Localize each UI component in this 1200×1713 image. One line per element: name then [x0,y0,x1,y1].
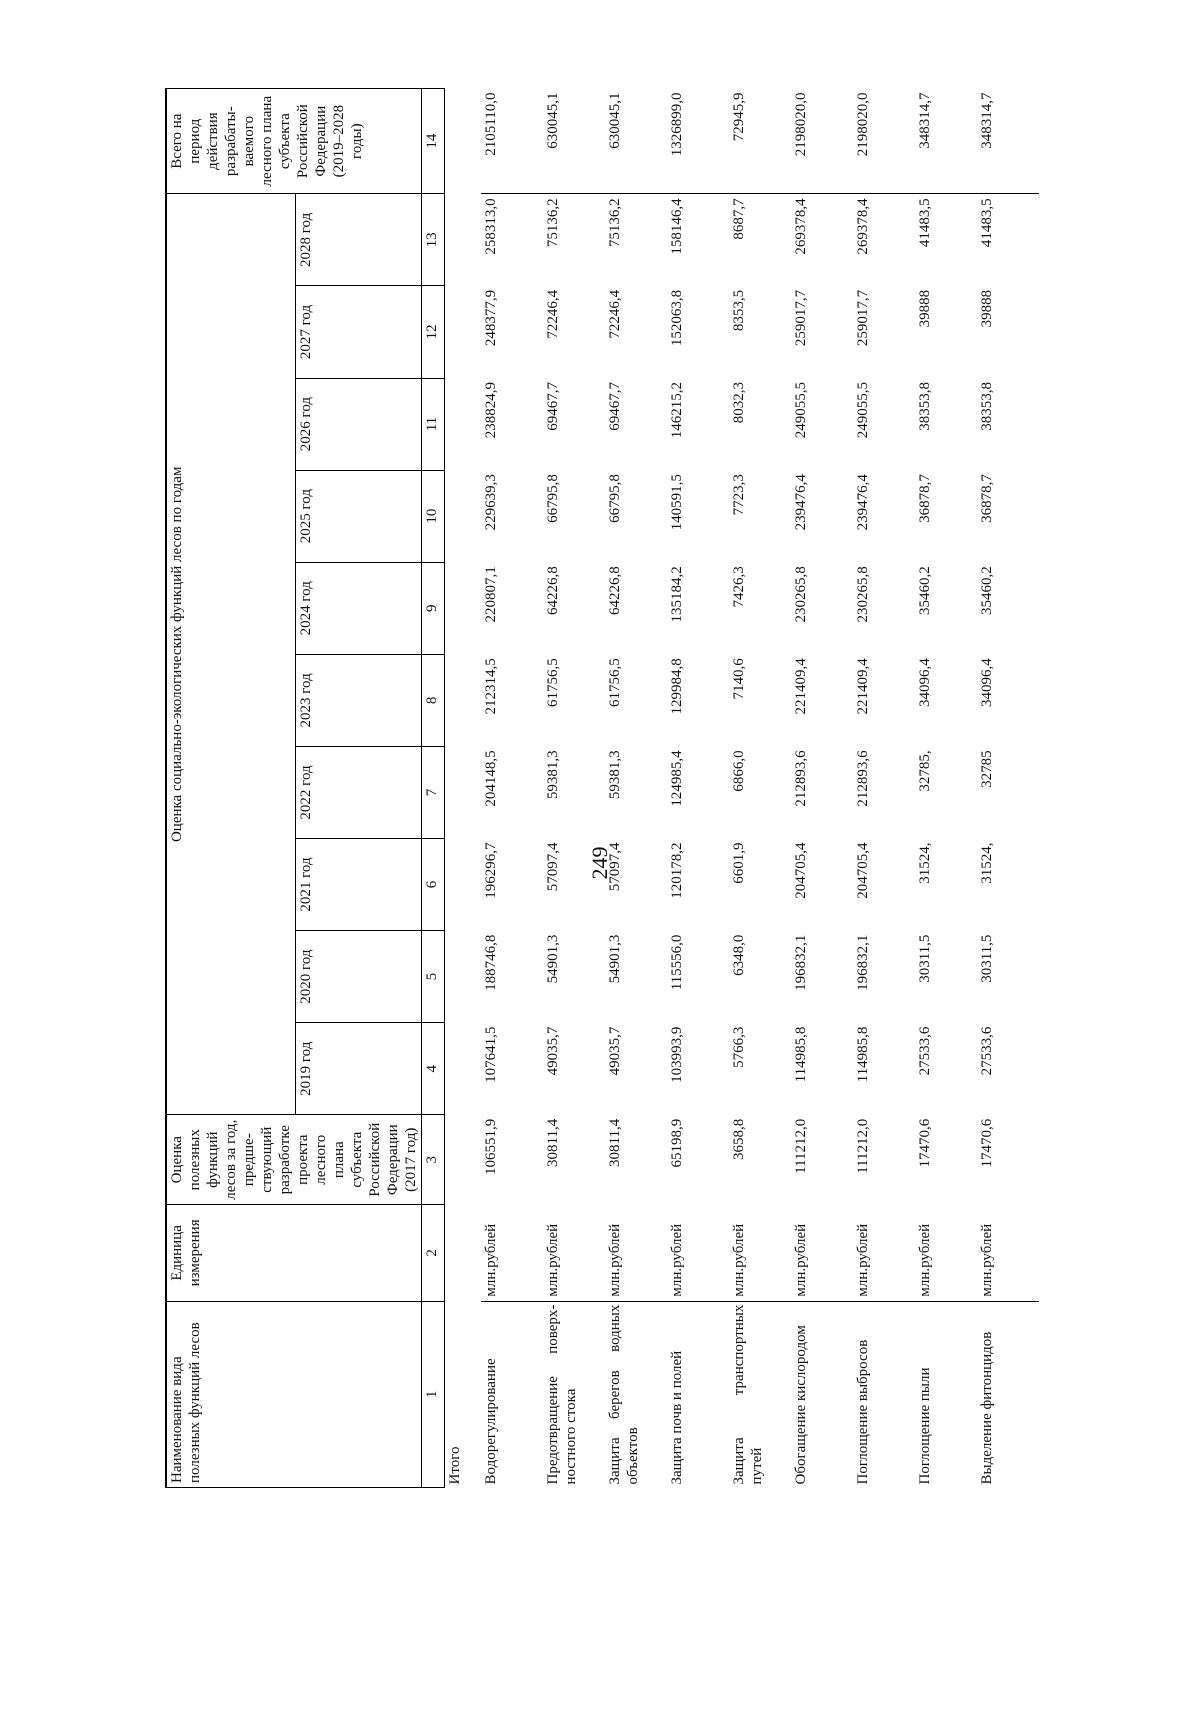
row-value: 249055,5 [855,382,871,439]
row-value: 75136,2 [607,198,623,248]
row-value: 115556,0 [669,934,685,991]
row-value: 3658,8 [731,1118,747,1161]
rotated-table-container [165,88,1045,1488]
column-number: 4 [422,1023,445,1115]
row-value: 114985,8 [855,1026,871,1083]
row-value: 36878,7 [917,474,933,523]
row-value: 57097,4 [545,842,561,892]
row-value: 114985,8 [793,1026,809,1083]
column-number: 12 [422,286,445,378]
header-year: 2022 год [295,746,421,838]
column-number: 7 [422,746,445,838]
row-value: 212314,5 [483,658,499,715]
row-value: 7140,6 [731,658,747,700]
row-value: 204705,4 [855,842,871,899]
column-number: 10 [422,470,445,562]
header-year: 2027 год [295,286,421,378]
row-value: 152063,8 [669,289,685,347]
row-value: 269378,4 [855,198,871,255]
row-name: Выделение фитонцидов [977,1301,1039,1487]
column-number: 9 [422,562,445,654]
column-number: 3 [422,1115,445,1205]
row-value: 8687,7 [731,198,747,240]
row-value: 35460,2 [979,566,995,615]
row-value: 258313,0 [483,198,499,255]
row-value: 69467,7 [607,382,623,431]
row-value: 212893,6 [793,750,809,807]
row-value: 8353,5 [731,289,747,332]
header-year: 2023 год [295,654,421,746]
row-value: 41483,5 [917,198,933,248]
forest-functions-table [165,88,1039,1488]
row-value: 2105110,0 [481,89,543,194]
row-value: 32785 [979,750,995,788]
row-value: 6601,9 [731,842,747,884]
header-year: 2025 год [295,470,421,562]
row-value: 204705,4 [793,842,809,899]
row-value: 34096,4 [979,658,995,708]
row-unit: млн.рублей [669,1223,685,1297]
row-value: 135184,2 [669,566,685,623]
row-value: 259017,7 [855,289,871,347]
row-value: 17470,6 [917,1118,933,1168]
row-value: 238824,9 [483,382,499,439]
row-value: 111212,0 [855,1118,871,1174]
row-value: 54901,3 [607,934,623,984]
row-value: 34096,4 [917,658,933,708]
row-value: 129984,8 [669,658,685,715]
row-value: 27533,6 [917,1026,933,1076]
row-value: 66795,8 [607,474,623,523]
row-value: 248377,9 [483,289,499,347]
header-year: 2020 год [295,931,421,1023]
row-value: 36878,7 [979,474,995,523]
column-number: 1 [422,1301,445,1487]
row-value: 41483,5 [979,198,995,248]
row-unit: млн.рублей [979,1223,995,1297]
row-unit: млн.рублей [731,1223,747,1297]
row-value: 75136,2 [545,198,561,248]
row-name: Предотвращение поверх-ностного стока [543,1301,605,1487]
row-value: 64226,8 [607,566,623,615]
table-body [445,89,1040,1488]
row-value: 124985,4 [669,750,685,807]
row-value: 221409,4 [855,658,871,715]
row-value: 65198,9 [669,1118,685,1168]
row-value: 72246,4 [607,289,623,339]
table-row [853,89,915,1488]
row-value: 61756,5 [545,658,561,708]
column-number: 11 [422,378,445,470]
row-value: 59381,3 [545,750,561,800]
row-value: 61756,5 [607,658,623,708]
row-value: 2198020,0 [791,89,853,194]
row-value: 31524, [979,842,995,884]
row-value: 239476,4 [793,474,809,531]
row-value: 630045,1 [543,89,605,194]
column-number: 13 [422,194,445,286]
row-value: 220807,1 [483,566,499,623]
row-value: 39888 [979,289,995,328]
row-value: 249055,5 [793,382,809,439]
row-value: 59381,3 [607,750,623,800]
row-name: Защита почв и полей [667,1301,729,1487]
header-unit: Единица измерения [166,1205,422,1301]
row-value: 72246,4 [545,289,561,339]
row-value: 196832,1 [793,934,809,991]
row-value: 212893,6 [855,750,871,807]
row-value: 7723,3 [731,474,747,516]
row-value: 229639,3 [483,474,499,531]
table-row [543,89,605,1488]
row-value: 348314,7 [977,89,1039,194]
row-value: 38353,8 [917,382,933,431]
row-name: Поглощение выбросов [853,1301,915,1487]
table-row [667,89,729,1488]
row-value: 66795,8 [545,474,561,523]
header-year: 2019 год [295,1023,421,1115]
row-value: 2198020,0 [853,89,915,194]
row-value: 30311,5 [979,934,995,983]
row-value: 120178,2 [669,842,685,899]
row-name: Защита берегов водных объектов [605,1301,667,1487]
header-year: 2028 год [295,194,421,286]
header-year: 2021 год [295,838,421,930]
row-value: 107641,5 [483,1026,499,1083]
row-name: Водорегулирование [481,1301,543,1487]
row-value: 17470,6 [979,1118,995,1168]
row-value: 69467,7 [545,382,561,431]
row-value: 230265,8 [793,566,809,623]
column-number: 2 [422,1205,445,1301]
row-value: 8032,3 [731,382,747,424]
row-value: 630045,1 [605,89,667,194]
row-value: 49035,7 [607,1026,623,1076]
row-value: 57097,4 [607,842,623,892]
table-row [977,89,1039,1488]
row-value: 6866,0 [731,750,747,792]
row-value: 103993,9 [669,1026,685,1083]
row-value: 49035,7 [545,1026,561,1076]
row-value: 54901,3 [545,934,561,984]
row-value: 6348,0 [731,934,747,976]
row-name: Поглощение пыли [915,1301,977,1487]
row-unit: млн.рублей [545,1223,561,1297]
row-value: 32785, [917,750,933,792]
row-name: Защита транспортных путей [729,1301,791,1487]
row-value: 64226,8 [545,566,561,615]
row-value: 111212,0 [793,1118,809,1174]
table-row [605,89,667,1488]
row-unit: млн.рублей [483,1223,499,1297]
row-value: 30811,4 [607,1118,623,1167]
header-total: Всего на период действия разрабаты-ваемого лесного плана субъекта Российской Федерации (2019–2028 годы) [166,89,422,194]
row-value: 31524, [917,842,933,884]
row-unit: млн.рублей [793,1223,809,1297]
header-yearly-group: Оценка социально-экологических функций лесов по годам [166,194,295,1115]
row-value: 196296,7 [483,842,499,899]
row-value: 140591,5 [669,474,685,531]
row-value: 221409,4 [793,658,809,715]
row-value: 106551,9 [483,1118,499,1176]
row-value: 30311,5 [917,934,933,983]
column-number: 6 [422,838,445,930]
row-unit: млн.рублей [855,1223,871,1297]
row-value: 188746,8 [483,934,499,991]
row-value: 158146,4 [669,198,685,255]
column-number: 5 [422,931,445,1023]
table-row [915,89,977,1488]
row-unit: млн.рублей [607,1223,623,1297]
row-value: 35460,2 [917,566,933,615]
row-value: 230265,8 [855,566,871,623]
header-year: 2024 год [295,562,421,654]
table-row [791,89,853,1488]
row-value: 269378,4 [793,198,809,255]
row-value: 196832,1 [855,934,871,991]
header-name: Наименование вида полезных функций лесов [166,1301,422,1487]
column-number: 8 [422,654,445,746]
column-number: 14 [422,89,445,194]
row-value: 146215,2 [669,382,685,439]
row-value: 1326899,0 [667,89,729,194]
row-value: 348314,7 [915,89,977,194]
row-value: 30811,4 [545,1118,561,1167]
header-base-estimate: Оценка полезных функций лесов за год, предше-ствующий разработке проекта лесного плана субъекта Российской Федерации (2017 год) [166,1115,422,1205]
row-name: Обогащение кислородом [791,1301,853,1487]
row-unit: млн.рублей [917,1223,933,1297]
row-value: 38353,8 [979,382,995,431]
page-number: 249 [587,846,612,880]
table-row [729,89,791,1488]
row-value: 39888 [917,289,933,328]
row-value: 5766,3 [731,1026,747,1068]
row-value: 7426,3 [731,566,747,608]
row-value: 259017,7 [793,289,809,347]
section-label: Итого [447,1446,463,1485]
row-value: 72945,9 [729,89,791,194]
header-year: 2026 год [295,378,421,470]
row-value: 27533,6 [979,1026,995,1076]
row-value: 239476,4 [855,474,871,531]
row-value: 204148,5 [483,750,499,807]
table-row [481,89,543,1488]
